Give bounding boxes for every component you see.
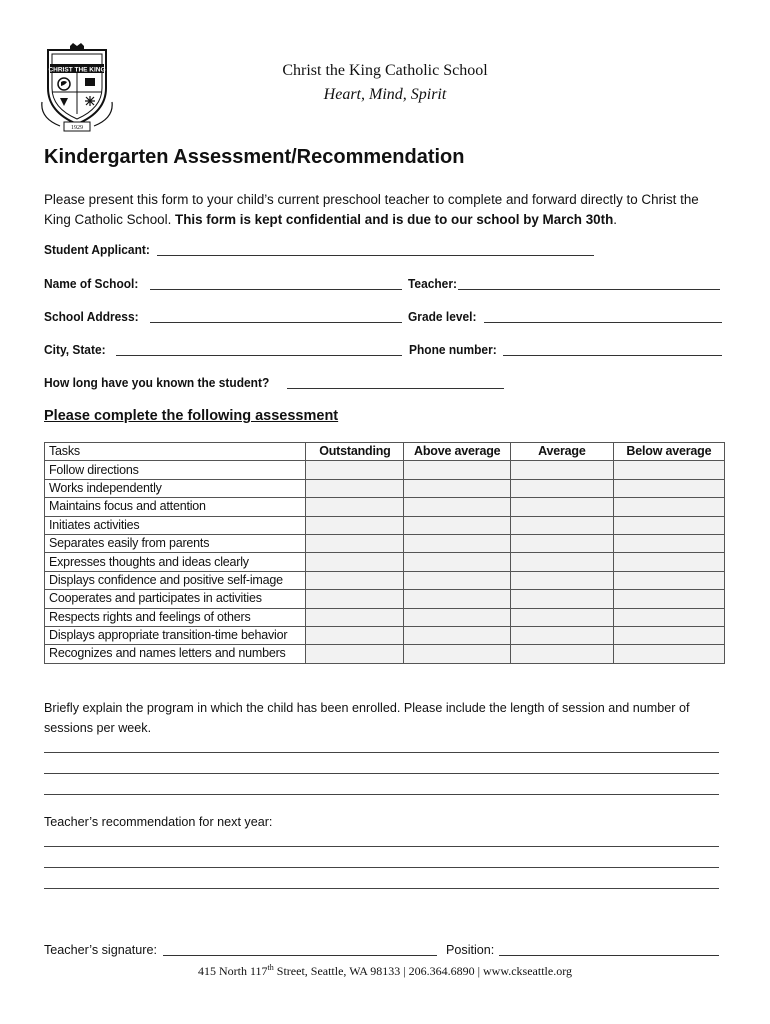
rating-cell-below-average[interactable] [613,645,724,663]
svg-text:CHRIST THE KING: CHRIST THE KING [48,66,106,74]
program-prompt: Briefly explain the program in which the child has been enrolled. Please include the length of session and number of sessions per week. [44,701,690,735]
signature-field[interactable] [163,955,437,956]
task-label: Separates easily from parents [45,534,306,552]
rating-cell-average[interactable] [510,608,613,626]
rating-cell-below-average[interactable] [613,498,724,516]
recommendation-answer-line-3[interactable] [44,888,719,889]
rating-cell-outstanding[interactable] [306,516,404,534]
rating-cell-below-average[interactable] [613,553,724,571]
school-address-label: School Address: [44,309,139,324]
svg-text:1929: 1929 [71,125,83,131]
rating-cell-outstanding[interactable] [306,571,404,589]
table-row [45,608,725,626]
rating-cell-outstanding[interactable] [306,590,404,608]
signature-label: Teacher’s signature: [44,943,157,957]
student-applicant-field[interactable] [157,255,594,256]
task-label: Maintains focus and attention [45,498,306,516]
task-label: Displays confidence and positive self-image [45,571,306,589]
rating-cell-average[interactable] [510,626,613,644]
column-header-outstanding: Outstanding [306,443,404,461]
rating-cell-outstanding[interactable] [306,498,404,516]
rating-cell-above-average[interactable] [404,516,510,534]
rating-cell-average[interactable] [510,590,613,608]
rating-cell-outstanding[interactable] [306,645,404,663]
rating-cell-outstanding[interactable] [306,534,404,552]
program-answer-line-2[interactable] [44,773,719,774]
rating-cell-outstanding[interactable] [306,608,404,626]
phone-number-field[interactable] [503,355,722,356]
recommendation-prompt: Teacher’s recommendation for next year: [44,815,273,829]
rating-cell-above-average[interactable] [404,626,510,644]
school-name: Christ the King Catholic School [282,62,488,79]
table-row [45,571,725,589]
intro-deadline: This form is kept confidential and is due to our school by March 30th [175,212,614,227]
rating-cell-below-average[interactable] [613,571,724,589]
name-of-school-field[interactable] [150,289,402,290]
table-row [45,479,725,497]
rating-cell-below-average[interactable] [613,534,724,552]
column-header-below-average: Below average [613,443,724,461]
program-answer-line-1[interactable] [44,752,719,753]
rating-cell-outstanding[interactable] [306,479,404,497]
column-header-above-average: Above average [404,443,510,461]
grade-level-label: Grade level: [408,309,477,324]
table-row [45,626,725,644]
task-label: Initiates activities [45,516,306,534]
rating-cell-below-average[interactable] [613,590,724,608]
rating-cell-average[interactable] [510,553,613,571]
phone-number-label: Phone number: [409,342,497,357]
rating-cell-average[interactable] [510,534,613,552]
rating-cell-above-average[interactable] [404,498,510,516]
position-field[interactable] [499,955,719,956]
column-header-average: Average [510,443,613,461]
teacher-field[interactable] [458,289,720,290]
rating-cell-average[interactable] [510,498,613,516]
rating-cell-average[interactable] [510,479,613,497]
table-row [45,553,725,571]
rating-cell-above-average[interactable] [404,534,510,552]
assessment-header-row [45,443,725,461]
how-long-label: How long have you known the student? [44,375,270,390]
rating-cell-above-average[interactable] [404,571,510,589]
task-label: Works independently [45,479,306,497]
rating-cell-above-average[interactable] [404,479,510,497]
student-applicant-label: Student Applicant: [44,242,150,257]
how-long-field[interactable] [287,388,504,389]
table-row [45,461,725,479]
rating-cell-below-average[interactable] [613,461,724,479]
rating-cell-below-average[interactable] [613,479,724,497]
position-label: Position: [446,943,495,957]
school-motto: Heart, Mind, Spirit [323,86,447,103]
page-title: Kindergarten Assessment/Recommendation [44,146,465,168]
rating-cell-outstanding[interactable] [306,626,404,644]
footer-address-sup: th [267,963,274,972]
task-label: Recognizes and names letters and numbers [45,645,306,663]
intro-text: Please present this form to your child’s current preschool teacher to complete and forward directly to Christ the King Catholic School. [44,192,699,227]
teacher-label: Teacher: [408,276,457,291]
rating-cell-average[interactable] [510,645,613,663]
intro-paragraph [44,190,729,230]
city-state-label: City, State: [44,342,106,357]
rating-cell-average[interactable] [510,516,613,534]
task-label: Expresses thoughts and ideas clearly [45,553,306,571]
table-row [45,498,725,516]
rating-cell-below-average[interactable] [613,608,724,626]
recommendation-answer-line-2[interactable] [44,867,719,868]
program-answer-line-3[interactable] [44,794,719,795]
footer-address [0,963,770,979]
rating-cell-above-average[interactable] [404,553,510,571]
task-label: Displays appropriate transition-time behavior [45,626,306,644]
table-row [45,645,725,663]
recommendation-answer-line-1[interactable] [44,846,719,847]
footer-address-rest: Street, Seattle, WA 98133 | 206.364.6890 | www.ckseattle.org [273,964,572,978]
task-label: Follow directions [45,461,306,479]
name-of-school-label: Name of School: [44,276,139,291]
rating-cell-outstanding[interactable] [306,553,404,571]
rating-cell-outstanding[interactable] [306,461,404,479]
rating-cell-above-average[interactable] [404,608,510,626]
task-label: Cooperates and participates in activities [45,590,306,608]
school-address-field[interactable] [150,322,402,323]
rating-cell-below-average[interactable] [613,516,724,534]
rating-cell-below-average[interactable] [613,626,724,644]
rating-cell-above-average[interactable] [404,645,510,663]
assessment-heading: Please complete the following assessment [44,408,339,424]
rating-cell-above-average[interactable] [404,461,510,479]
footer-address-street: 415 North 117 [197,964,268,978]
rating-cell-average[interactable] [510,571,613,589]
rating-cell-average[interactable] [510,461,613,479]
task-label: Respects rights and feelings of others [45,608,306,626]
rating-cell-above-average[interactable] [404,590,510,608]
grade-level-field[interactable] [484,322,722,323]
table-row [45,590,725,608]
intro-end: . [613,212,617,227]
city-state-field[interactable] [116,355,402,356]
table-row [45,516,725,534]
assessment-table [44,442,725,664]
column-header-tasks: Tasks [45,443,306,461]
table-row [45,534,725,552]
